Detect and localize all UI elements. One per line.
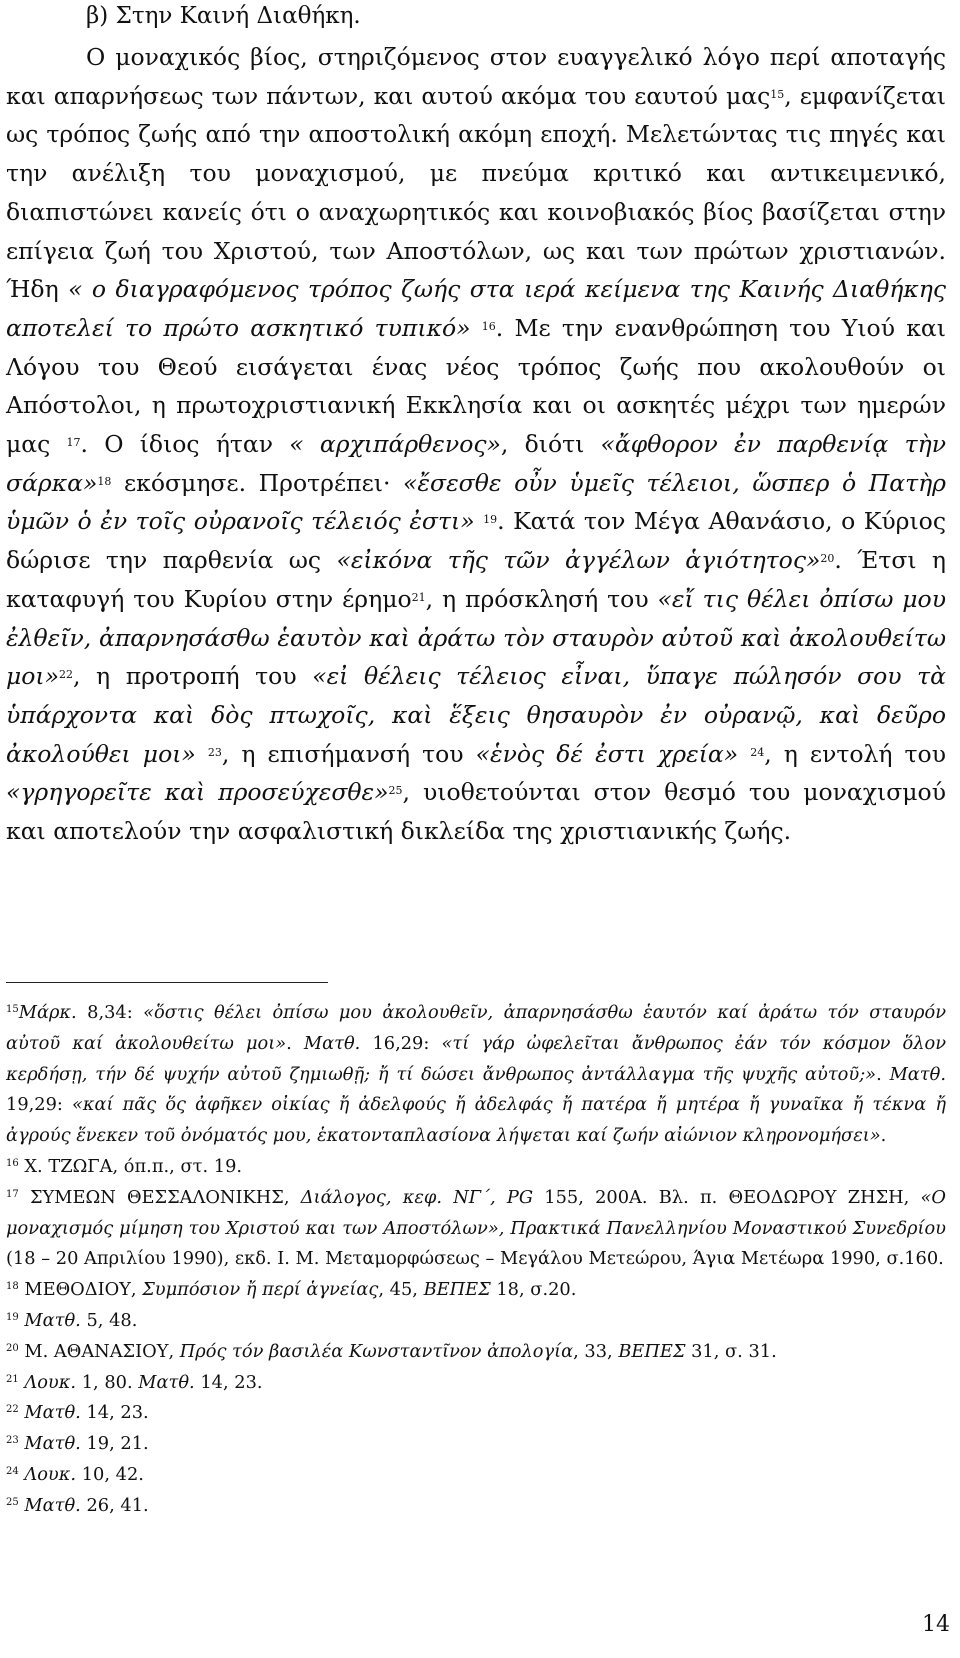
text-run: . — [880, 1125, 887, 1147]
text-run: 5, 48. — [80, 1309, 138, 1331]
text-run: . Έτσι η καταφυγή του Κυρίου στην έρημο — [6, 546, 946, 613]
italic-quote: «τί γάρ ὠφελεῖται ἄνθρωπος ἐάν τόν κόσμον ὅλον κερδήσῃ, τήν δέ ψυχήν αὐτοῦ ζημιωθῇ; ἤ τί δώσει ἄνθρωπος ἀντάλλαγμα τῆς ψυχῆς αὐτοῦ;» — [6, 1032, 947, 1085]
italic-quote: « ο διαγραφόμενος τρόπος ζωής στα ιερά κείμενα της Καινής Διαθήκης αποτελεί το πρώτο ασκητικό τυπικό» — [6, 275, 946, 342]
footnote-ref: 24 — [750, 745, 765, 759]
text-run: , η πρόσκλησή του — [425, 584, 658, 613]
italic-quote: Συμπόσιον ἤ περί ἁγνείας — [142, 1279, 379, 1301]
italic-quote: Διάλογος, κεφ. ΝΓ΄, PG — [300, 1186, 534, 1208]
footnote-number: 17 — [6, 1188, 19, 1200]
footnote-15 — [6, 998, 946, 1152]
footnote-ref: 19 — [483, 513, 498, 527]
text-run: , 33, — [573, 1340, 619, 1362]
text-run: 31, σ. 31. — [685, 1340, 777, 1362]
text-run: . — [286, 1032, 304, 1054]
footnote-20 — [6, 1337, 946, 1368]
footnote-number: 15 — [6, 1004, 19, 1015]
text-run: , 45, — [378, 1279, 424, 1301]
text-run: 19,29: — [6, 1094, 72, 1116]
italic-quote: «εἴ τις θέλει ὀπίσω μου ἐλθεῖν, ἀπαρνησάσθω ἑαυτὸν καὶ ἀράτω τὸν σταυρὸν αὐτοῦ καὶ ἀκολουθείτω μοι» — [6, 584, 946, 691]
italic-quote: ΒΕΠΕΣ — [423, 1279, 491, 1301]
italic-quote: «εἰ θέλεις τέλειος εἶναι, ὕπαγε πώλησόν σου τὰ ὑπάρχοντα καὶ δὸς πτωχοῖς, καὶ ἕξεις θησαυρὸν ἐν οὐρανῷ, καὶ δεῦρο ἀκολούθει μοι» — [6, 662, 946, 768]
footnote-number: 25 — [6, 1496, 19, 1508]
footnote-ref: 22 — [59, 668, 74, 682]
text-run: Μ. ΑΘΑΝΑΣΙΟΥ, — [18, 1340, 180, 1362]
text-run: , διότι — [500, 430, 601, 459]
text-run: . Ο ίδιος ήταν — [80, 430, 290, 459]
italic-quote: Ματθ. — [138, 1371, 195, 1393]
italic-quote: «ἄφθορον ἐν παρθενίᾳ τὴν σάρκα» — [6, 430, 946, 497]
text-run: Χ. ΤΖΩΓΑ, όπ.π., στ. 19. — [18, 1155, 243, 1177]
text-run: ΜΕΘΟΔΙΟΥ, — [18, 1279, 143, 1301]
footnote-number: 24 — [6, 1465, 19, 1477]
text-run: 10, 42. — [76, 1463, 144, 1485]
italic-quote: Ματθ. — [24, 1402, 81, 1424]
text-run: . Με την ενανθρώπηση του Υιού και Λόγου του Θεού εισάγεται ένας νέος τρόπος ζωής που ακολουθούν οι Απόστολοι, η πρωτοχριστιανική Εκκλησία και οι ασκητές μέχρι των ημερών μας — [6, 313, 946, 459]
text-run: 8,34: — [76, 1002, 144, 1023]
italic-quote: «γρηγορεῖτε καὶ προσεύχεσθε» — [6, 778, 389, 807]
footnote-ref: 17 — [66, 436, 81, 450]
italic-quote: Ματθ. — [24, 1494, 81, 1516]
italic-quote: «ὅστις θέλει ὀπίσω μου ἀκολουθεῖν, ἀπαρνησάσθω ἑαυτόν καί ἀράτω τόν σταυρόν αὐτοῦ καί ἀκολουθείτω μοι» — [6, 1002, 946, 1054]
page-number: 14 — [922, 1612, 950, 1637]
footnote-separator — [6, 982, 328, 983]
footnote-19 — [6, 1306, 946, 1337]
footnote-ref: 23 — [207, 745, 222, 759]
italic-quote: «Ο μοναχισμός μίμηση του Χριστού και των Αποστόλων», Πρακτικά Πανελληνίου Μοναστικού Συνεδρίου — [6, 1186, 946, 1239]
text-run: ΣΥΜΕΩΝ ΘΕΣΣΑΛΟΝΙΚΗΣ, — [18, 1186, 301, 1208]
italic-quote: Ματθ. — [24, 1309, 81, 1331]
italic-quote: «καί πᾶς ὅς ἀφῆκεν οἰκίας ἤ ἀδελφούς ἤ ἀδελφάς ἤ πατέρα ἤ μητέρα ἤ γυναῖκα ἤ τέκνα ἤ ἀγρούς ἕνεκεν τοῦ ὀνόματός μου, ἑκατονταπλασίονα λήψεται καί ζωήν αἰώνιον κληρονομήσει» — [6, 1094, 946, 1147]
footnote-21 — [6, 1368, 946, 1399]
text-run: 19, 21. — [80, 1433, 149, 1455]
footnote-ref: 15 — [770, 87, 785, 101]
footnote-number: 16 — [6, 1157, 19, 1169]
italic-quote: Λουκ. — [24, 1371, 77, 1393]
italic-quote: Πρός τόν βασιλέα Κωνσταντῖνον ἀπολογία — [179, 1340, 574, 1362]
footnote-23 — [6, 1429, 946, 1460]
italic-quote: « αρχιπάρθενος» — [289, 430, 501, 459]
body-text — [6, 38, 946, 851]
text-run: 18, σ.20. — [490, 1279, 577, 1301]
footnote-ref: 18 — [97, 474, 112, 488]
text-run: , η εντολή του — [764, 739, 946, 768]
footnote-number: 20 — [6, 1342, 19, 1354]
italic-quote: Λουκ. — [24, 1463, 77, 1485]
section-heading: β) Στην Καινή Διαθήκη. — [86, 3, 361, 29]
footnote-number: 18 — [6, 1281, 19, 1293]
italic-quote: Μάρκ. — [18, 1002, 77, 1023]
text-run: . Κατά τον Μέγα Αθανάσιο, ο Κύριος δώρισε την παρθενία ως — [6, 507, 946, 575]
footnote-18 — [6, 1275, 946, 1306]
italic-quote: «ἑνὸς δέ ἐστι χρεία» — [475, 739, 751, 768]
footnote-25 — [6, 1491, 946, 1522]
text-run: . — [876, 1063, 890, 1085]
footnote-number: 21 — [6, 1373, 19, 1385]
text-run: Ο μοναχικός βίος, στηριζόμενος στον ευαγγελικό λόγο περί αποταγής και απαρνήσεως των πάντων, και αυτού ακόμα του εαυτού μας — [6, 43, 946, 110]
text-run: , υιοθετούνται στον θεσμό του μοναχισμού και αποτελούν την ασφαλιστική δικλείδα της χριστιανικής ζωής. — [6, 778, 946, 846]
footnote-number: 19 — [6, 1311, 19, 1323]
footnote-ref: 20 — [820, 552, 835, 566]
text-run: , η προτροπή του — [73, 662, 313, 691]
footnote-16 — [6, 1152, 946, 1183]
footnote-ref: 16 — [481, 319, 496, 333]
footnote-24 — [6, 1460, 946, 1491]
footnotes — [6, 998, 946, 1522]
italic-quote: Ματθ. — [303, 1032, 361, 1054]
text-run: 26, 41. — [80, 1494, 149, 1516]
italic-quote: Ματθ. — [24, 1433, 81, 1455]
footnote-17 — [6, 1183, 946, 1275]
text-run: 14, 23. — [194, 1371, 263, 1393]
footnote-22 — [6, 1398, 946, 1429]
italic-quote: Ματθ. — [889, 1063, 946, 1085]
footnote-ref: 21 — [411, 590, 426, 604]
text-run: 1, 80. — [76, 1371, 139, 1393]
footnote-ref: 25 — [388, 784, 403, 798]
text-run: 155, 200Α. Βλ. π. ΘΕΟΔΩΡΟΥ ΖΗΣΗ, — [533, 1186, 921, 1208]
text-run: 14, 23. — [80, 1402, 149, 1424]
text-run: 16,29: — [360, 1032, 442, 1054]
text-run: εκόσμησε. Προτρέπει· — [111, 468, 404, 497]
text-run: , εμφανίζεται ως τρόπος ζωής από την αποστολική ακόμη εποχή. Μελετώντας τις πηγές και την ανέλιξη του μοναχισμού, με πνεύμα κριτικό και αντικειμενικό, διαπιστώνει κανείς ότι ο αναχωρητικός και κοινοβιακός βίος βασίζεται στην επίγεια ζωή του Χριστού, των Αποστόλων, ως και των πρώτων χριστιανών. Ήδη — [6, 81, 946, 304]
footnote-number: 22 — [6, 1404, 19, 1416]
italic-quote: ΒΕΠΕΣ — [618, 1340, 686, 1362]
body-paragraph — [6, 38, 946, 851]
italic-quote: «ἔσεσθε οὖν ὑμεῖς τέλειοι, ὥσπερ ὁ Πατὴρ ὑμῶν ὁ ἐν τοῖς οὐρανοῖς τέλειός ἐστι» — [6, 468, 946, 536]
text-run: (18 – 20 Απριλίου 1990), εκδ. Ι. Μ. Μεταμορφώσεως – Μεγάλου Μετεώρου, Άγια Μετέωρα 1990, σ.160. — [6, 1248, 944, 1270]
text-run: , η επισήμανσή του — [221, 739, 476, 768]
italic-quote: «εἰκόνα τῆς τῶν ἀγγέλων ἁγιότητος» — [336, 546, 821, 575]
footnote-number: 23 — [6, 1435, 19, 1447]
